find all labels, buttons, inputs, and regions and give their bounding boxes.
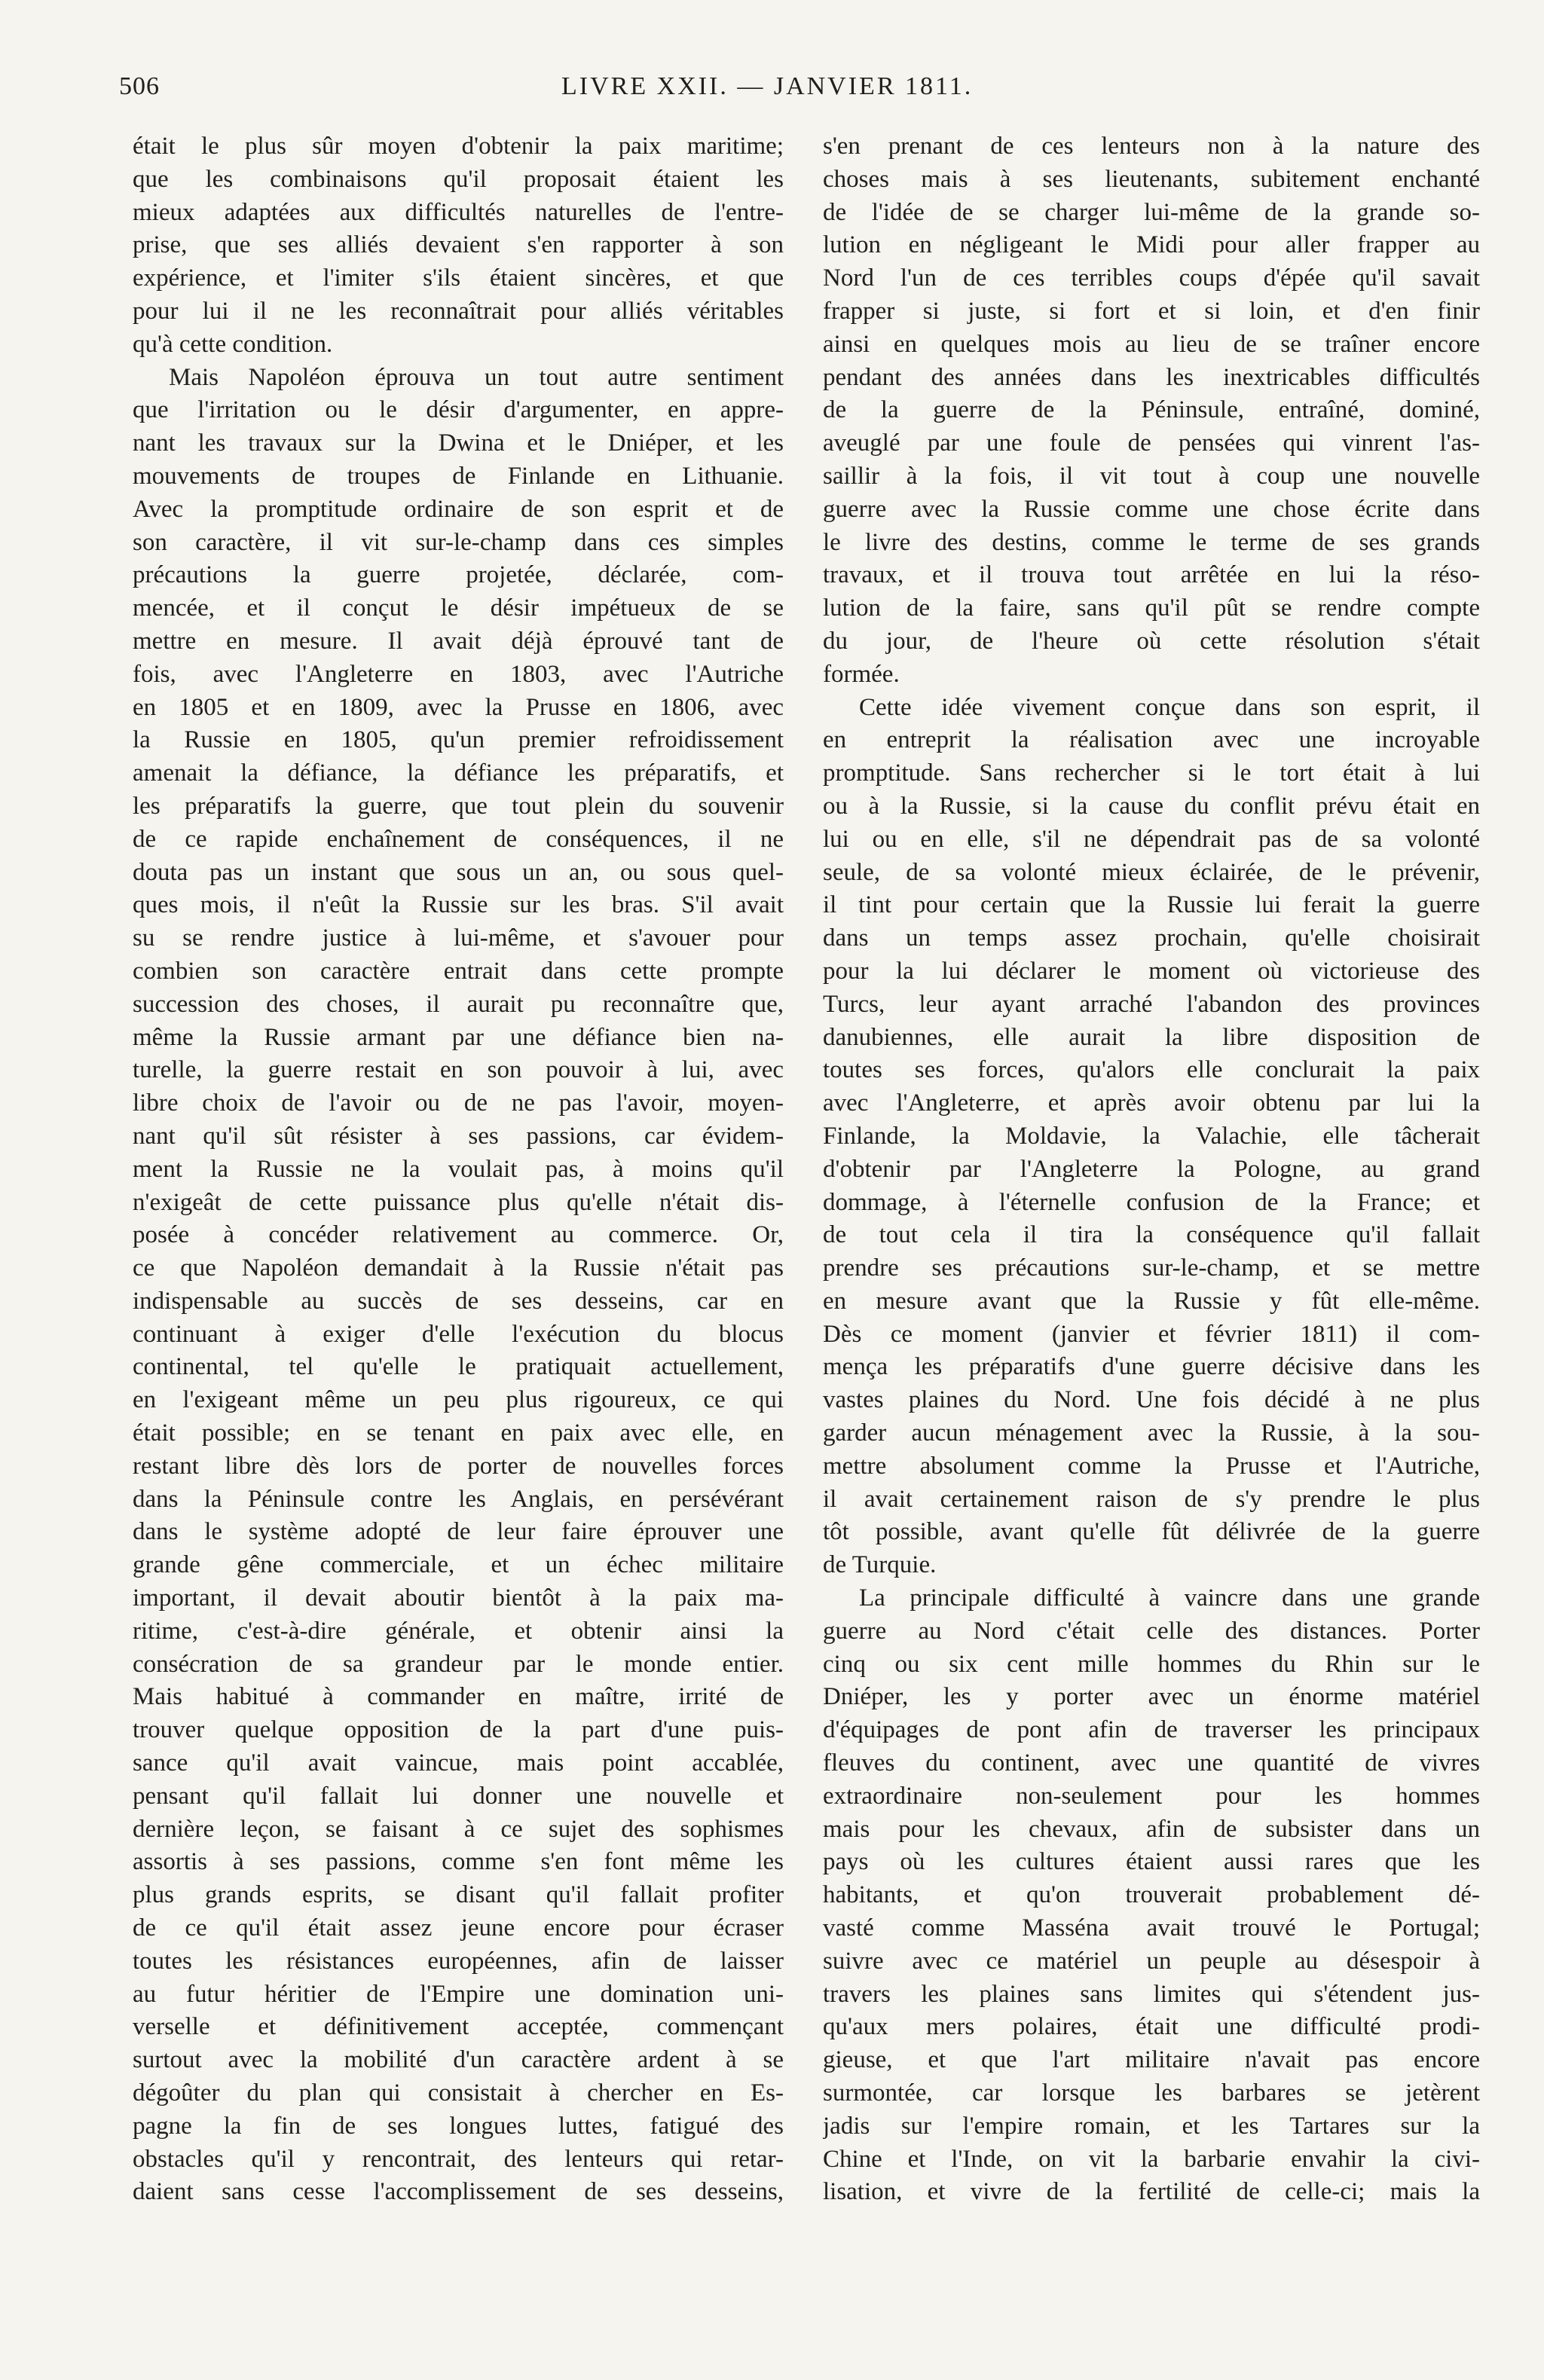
text-line: précautions la guerre projetée, déclarée, com- [133,561,784,589]
text-line: avec l'Angleterre, et après avoir obtenu par lui la [823,1089,1480,1117]
text-line: guerre avec la Russie comme une chose écrite dans [823,495,1480,523]
text-line: ment la Russie ne la voulait pas, à moins qu'il [133,1155,784,1183]
text-line: suivre avec ce matériel un peuple au désespoir à [823,1947,1480,1975]
text-line: Cette idée vivement conçue dans son esprit, il [859,693,1480,721]
text-line: restant libre dès lors de porter de nouvelles forces [133,1452,784,1480]
left-text-column [133,130,784,2209]
text-line: du jour, de l'heure où cette résolution s'était [823,627,1480,655]
text-line: jadis sur l'empire romain, et les Tartares sur la [823,2112,1480,2140]
text-line: les préparatifs la guerre, que tout plein du souvenir [133,792,784,820]
text-line: Turcs, leur ayant arraché l'abandon des provinces [823,990,1480,1018]
text-line: d'obtenir par l'Angleterre la Pologne, au grand [823,1155,1480,1183]
text-line: Dès ce moment (janvier et février 1811) il com- [823,1320,1480,1348]
paragraph [133,362,784,2210]
text-line: choses mais à ses lieutenants, subitement enchanté [823,165,1480,193]
text-line: lisation, et vivre de la fertilité de celle-ci; mais la [823,2178,1480,2206]
paragraph [823,692,1480,1583]
text-line: en l'exigeant même un peu plus rigoureux, ce qui [133,1386,784,1414]
text-line: de tout cela il tira la conséquence qu'il fallait [823,1221,1480,1249]
text-line: mencée, et il conçut le désir impétueux de se [133,594,784,622]
text-line: même la Russie armant par une défiance bien na- [133,1023,784,1051]
text-line: gieuse, et que l'art militaire n'avait pas encore [823,2046,1480,2074]
text-line: il tint pour certain que la Russie lui ferait la guerre [823,891,1480,919]
text-line: extraordinaire non-seulement pour les hommes [823,1782,1480,1810]
text-line: ritime, c'est-à-dire générale, et obtenir ainsi la [133,1617,784,1645]
text-line: Finlande, la Moldavie, la Valachie, elle tâcherait [823,1122,1480,1150]
text-line: seule, de sa volonté mieux éclairée, de le prévenir, [823,858,1480,886]
text-line: daient sans cesse l'accomplissement de ses desseins, [133,2178,784,2206]
text-line: garder aucun ménagement avec la Russie, à la sou- [823,1419,1480,1447]
text-line: nant qu'il sût résister à ses passions, car évidem- [133,1122,784,1150]
text-line: nant les travaux sur la Dwina et le Dniéper, et les [133,429,784,457]
text-line: expérience, et l'imiter s'ils étaient sincères, et que [133,264,784,292]
text-line: mença les préparatifs d'une guerre décisive dans les [823,1353,1480,1381]
text-line: dégoûter du plan qui consistait à chercher en Es- [133,2079,784,2107]
text-line: consécration de sa grandeur par le monde entier. [133,1650,784,1678]
paragraph [133,130,784,362]
text-line: la Russie en 1805, qu'un premier refroidissement [133,726,784,754]
text-line: était possible; en se tenant en paix avec elle, en [133,1419,784,1447]
text-line: travers les plaines sans limites qui s'étendent jus- [823,1980,1480,2008]
text-line: grande gêne commerciale, et un échec militaire [133,1551,784,1579]
text-line: danubiennes, elle aurait la libre disposition de [823,1023,1480,1051]
text-line: dans la Péninsule contre les Anglais, en persévérant [133,1485,784,1513]
text-line: d'équipages de pont afin de traverser les principaux [823,1716,1480,1744]
text-line: de ce qu'il était assez jeune encore pour écraser [133,1914,784,1942]
text-line: Chine et l'Inde, on vit la barbarie envahir la civi- [823,2145,1480,2173]
paragraph [823,130,1480,692]
text-line: saillir à la fois, il vit tout à coup une nouvelle [823,462,1480,490]
text-line: pays où les cultures étaient aussi rares que les [823,1848,1480,1876]
text-line: dernière leçon, se faisant à ce sujet des sophismes [133,1815,784,1843]
text-line: succession des choses, il aurait pu reconnaître que, [133,990,784,1018]
text-line: mieux adaptées aux difficultés naturelles de l'entre- [133,198,784,226]
text-line: pagne la fin de ses longues luttes, fatigué des [133,2112,784,2140]
text-line: pour la lui déclarer le moment où victorieuse des [823,957,1480,985]
text-line: n'exigeât de cette puissance plus qu'elle n'était dis- [133,1188,784,1216]
text-line: frapper si juste, si fort et si loin, et d'en finir [823,297,1480,325]
text-line: pour lui il ne les reconnaîtrait pour alliés véritables [133,297,784,325]
text-line: habitants, et qu'on trouverait probablement dé- [823,1881,1480,1909]
text-line: promptitude. Sans rechercher si le tort était à lui [823,759,1480,787]
text-line: vastes plaines du Nord. Une fois décidé à ne plus [823,1386,1480,1414]
text-line: obstacles qu'il y rencontrait, des lenteurs qui retar- [133,2145,784,2173]
text-line: pendant des années dans les inextricables difficultés [823,363,1480,391]
text-line: verselle et définitivement acceptée, commençant [133,2013,784,2041]
text-line: continuant à exiger d'elle l'exécution du blocus [133,1320,784,1348]
text-line: important, il devait aboutir bientôt à la paix ma- [133,1584,784,1612]
text-line: indispensable au succès de ses desseins, car en [133,1287,784,1315]
text-line: lution en négligeant le Midi pour aller frapper au [823,231,1480,259]
text-line: turelle, la guerre restait en son pouvoir à lui, avec [133,1056,784,1084]
text-line: trouver quelque opposition de la part d'une puis- [133,1716,784,1744]
text-line: mettre absolument comme la Prusse et l'Autriche, [823,1452,1480,1480]
text-line: su se rendre justice à lui-même, et s'avouer pour [133,924,784,952]
text-line: Mais habitué à commander en maître, irrité de [133,1683,784,1711]
text-line: douta pas un instant que sous un an, ou sous quel- [133,858,784,886]
text-line: ou à la Russie, si la cause du conflit prévu était en [823,792,1480,820]
text-line: dans un temps assez prochain, qu'elle choisirait [823,924,1480,952]
text-line: posée à concéder relativement au commerce. Or, [133,1221,784,1249]
text-line: prendre ses précautions sur-le-champ, et se mettre [823,1254,1480,1282]
text-line: mettre en mesure. Il avait déjà éprouvé tant de [133,627,784,655]
text-line: continental, tel qu'elle le pratiquait actuellement, [133,1353,784,1381]
text-line: pensant qu'il fallait lui donner une nouvelle et [133,1782,784,1810]
text-line: Nord l'un de ces terribles coups d'épée qu'il savait [823,264,1480,292]
text-line: assortis à ses passions, comme s'en font même les [133,1848,784,1876]
running-title: LIVRE XXII. — JANVIER 1811. [561,72,974,100]
text-line: mouvements de troupes de Finlande en Lithuanie. [133,462,784,490]
text-line: que les combinaisons qu'il proposait étaient les [133,165,784,193]
paragraph [823,1582,1480,2209]
text-line: était le plus sûr moyen d'obtenir la paix maritime; [133,133,784,160]
text-line: qu'aux mers polaires, était une difficulté prodi- [823,2013,1480,2041]
text-line: au futur héritier de l'Empire une domination uni- [133,1980,784,2008]
text-line: de la guerre de la Péninsule, entraîné, dominé, [823,396,1480,424]
text-line: surtout avec la mobilité d'un caractère ardent à se [133,2046,784,2074]
text-line: fleuves du continent, avec une quantité de vivres [823,1749,1480,1777]
text-line: surmontée, car lorsque les barbares se jetèrent [823,2079,1480,2107]
text-line: en mesure avant que la Russie y fût elle-même. [823,1287,1480,1315]
text-line: qu'à cette condition. [133,330,333,358]
text-line: Mais Napoléon éprouva un tout autre sentiment [169,363,784,391]
text-line: ques mois, il n'eût la Russie sur les bras. S'il avait [133,891,784,919]
text-line: s'en prenant de ces lenteurs non à la nature des [823,133,1480,160]
text-line: guerre au Nord c'était celle des distances. Porter [823,1617,1480,1645]
text-line: amenait la défiance, la défiance les préparatifs, et [133,759,784,787]
text-line: de l'idée de se charger lui-même de la grande so- [823,198,1480,226]
text-line: dommage, à l'éternelle confusion de la France; et [823,1188,1480,1216]
text-line: en 1805 et en 1809, avec la Prusse en 1806, avec [133,693,784,721]
text-line: de Turquie. [823,1551,937,1579]
text-line: il avait certainement raison de s'y prendre le plus [823,1485,1480,1513]
text-line: Dniéper, les y porter avec un énorme matériel [823,1683,1480,1711]
text-line: formée. [823,660,900,688]
text-line: aveuglé par une foule de pensées qui vinrent l'as- [823,429,1480,457]
text-line: le livre des destins, comme le terme de ses grands [823,528,1480,556]
text-line: lui ou en elle, s'il ne dépendrait pas de sa volonté [823,825,1480,853]
text-line: que l'irritation ou le désir d'argumenter, en appre- [133,396,784,424]
text-line: toutes les résistances européennes, afin de laisser [133,1947,784,1975]
text-line: fois, avec l'Angleterre en 1803, avec l'Autriche [133,660,784,688]
right-text-column [823,130,1480,2209]
text-line: travaux, et il trouva tout arrêtée en lui la réso- [823,561,1480,589]
text-line: plus grands esprits, se disant qu'il fallait profiter [133,1881,784,1909]
text-line: vasté comme Masséna avait trouvé le Portugal; [823,1914,1480,1942]
text-line: Avec la promptitude ordinaire de son esprit et de [133,495,784,523]
text-line: en entreprit la réalisation avec une incroyable [823,726,1480,754]
text-line: lution de la faire, sans qu'il pût se rendre compte [823,594,1480,622]
page-number: 506 [119,72,160,100]
text-line: tôt possible, avant qu'elle fût délivrée de la guerre [823,1518,1480,1546]
text-line: libre choix de l'avoir ou de ne pas l'avoir, moyen- [133,1089,784,1117]
text-line: de ce rapide enchaînement de conséquences, il ne [133,825,784,853]
text-line: mais pour les chevaux, afin de subsister dans un [823,1815,1480,1843]
text-line: La principale difficulté à vaincre dans une grande [859,1584,1480,1612]
text-line: ainsi en quelques mois au lieu de se traîner encore [823,330,1480,358]
text-line: son caractère, il vit sur-le-champ dans ces simples [133,528,784,556]
text-line: combien son caractère entrait dans cette prompte [133,957,784,985]
text-line: dans le système adopté de leur faire éprouver une [133,1518,784,1546]
text-line: sance qu'il avait vaincue, mais point accablée, [133,1749,784,1777]
text-line: cinq ou six cent mille hommes du Rhin sur le [823,1650,1480,1678]
text-line: ce que Napoléon demandait à la Russie n'était pas [133,1254,784,1282]
text-line: prise, que ses alliés devaient s'en rapporter à son [133,231,784,259]
text-line: toutes ses forces, qu'alors elle conclurait la paix [823,1056,1480,1084]
